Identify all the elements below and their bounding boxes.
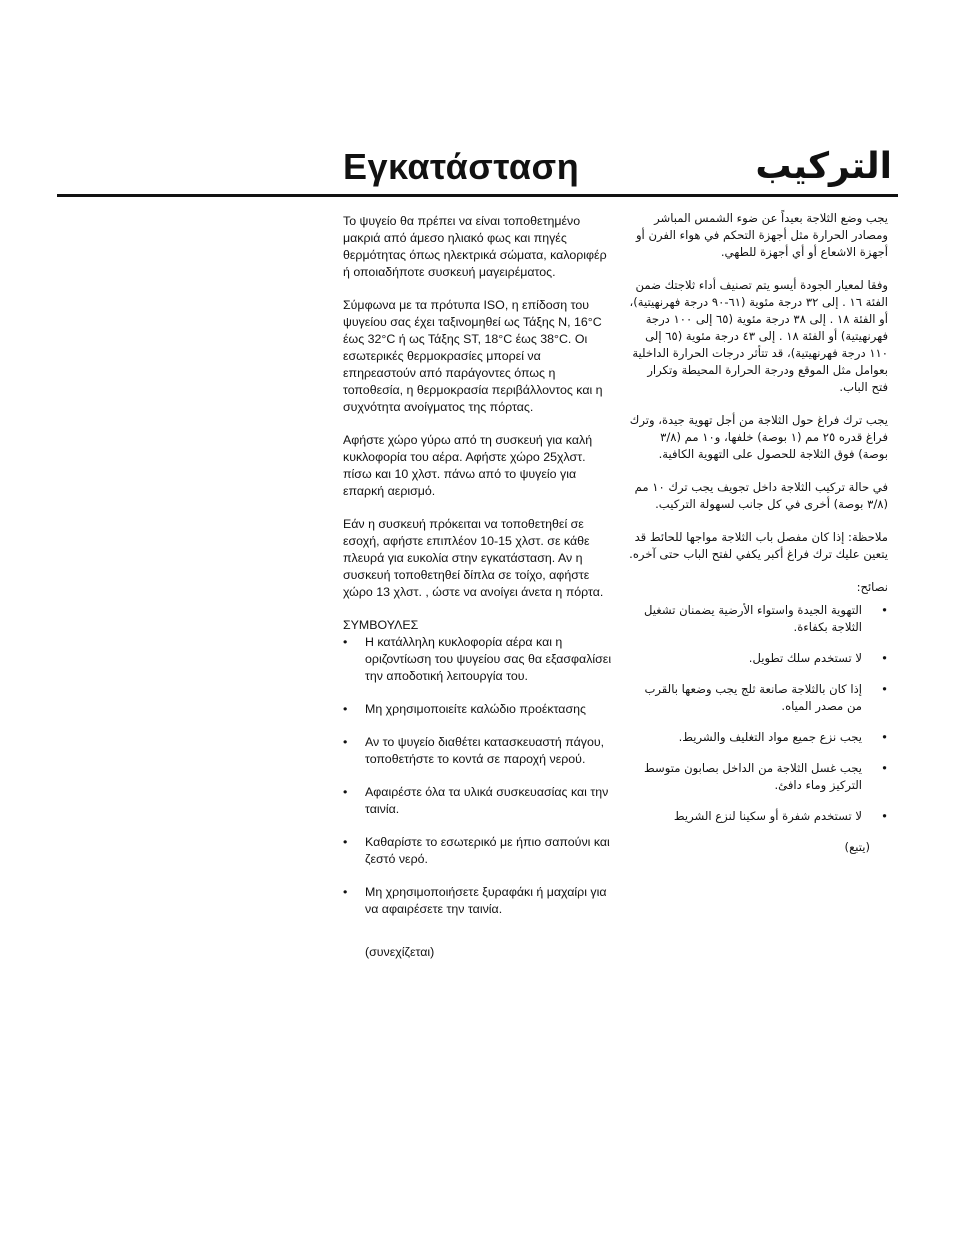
- tip-text: Μη χρησιμοποιείτε καλώδιο προέκτασης: [365, 702, 586, 716]
- list-item: [628, 760, 888, 794]
- list-item: [343, 784, 615, 818]
- greek-paragraph-clearance: Αφήστε χώρο γύρω από τη συσκευή για καλή κυκλοφορία του αέρα. Αφήστε χώρο 25χλστ. πίσω και 10 χλστ. πάνω από το ψυγείο για επαρκή αερισμό.: [343, 433, 593, 498]
- bullet-icon: •: [343, 835, 348, 849]
- greek-continued-note: (συνεχίζεται): [365, 945, 435, 959]
- greek-tips-list: [343, 634, 615, 918]
- bullet-icon: •: [881, 730, 888, 744]
- bullet-icon: •: [881, 761, 888, 775]
- list-item: [628, 602, 888, 636]
- tip-text: Μη χρησιμοποιήσετε ξυραφάκι ή μαχαίρι για να αφαιρέσετε την ταινία.: [365, 885, 607, 916]
- tip-text: لا تستخدم سلك تطويل.: [748, 651, 862, 665]
- tip-text: إذا كان بالثلاجة صانعة ثلج يجب وضعها بالقرب من مصدر المياه.: [644, 682, 862, 713]
- list-item: [628, 808, 888, 825]
- bullet-icon: •: [881, 809, 888, 823]
- arabic-column: [628, 210, 888, 856]
- list-item: [628, 650, 888, 667]
- bullet-icon: •: [343, 885, 348, 899]
- bullet-icon: •: [881, 603, 888, 617]
- list-item: [343, 834, 615, 868]
- page-title-greek: Εγκατάσταση: [343, 146, 580, 187]
- arabic-tips-heading: نصائح:: [856, 580, 888, 594]
- greek-paragraph-placement: Το ψυγείο θα πρέπει να είναι τοποθετημένο μακριά από άμεσο ηλιακό φως και πηγές θερμότητας όπως ηλεκτρικά σώματα, καλοριφέρ ή οποιαδήποτε συσκευή μαγειρέματος.: [343, 214, 607, 279]
- page-title-arabic: التركيب: [755, 146, 892, 187]
- greek-paragraph-recess: Εάν η συσκευή πρόκειται να τοποθετηθεί σε εσοχή, αφήστε επιπλέον 10-15 χλστ. σε κάθε πλευρά για ευκολία στην εγκατάσταση. Αν η συσκευή τοποθετηθεί δίπλα σε τοίχο, αφήστε χώρο 13 χλστ. , ώστε να ανοίγει άνετα η πόρτα.: [343, 517, 604, 599]
- arabic-tips-list: [628, 602, 888, 825]
- tip-text: Αφαιρέστε όλα τα υλικά συσκευασίας και την ταινία.: [365, 785, 609, 816]
- bullet-icon: •: [343, 635, 348, 649]
- list-item: [343, 884, 615, 918]
- arabic-paragraph-clearance: يجب ترك فراغ حول الثلاجة من أجل تهوية جيدة، وترك فراغ قدره ٢٥ مم (١ بوصة) خلفها، و١٠ مم (٣/٨ بوصة) فوق الثلاجة للحصول على التهوية الكافية.: [629, 413, 888, 461]
- tip-text: يجب نزع جميع مواد التغليف والشريط.: [678, 730, 862, 744]
- tip-text: Η κατάλληλη κυκλοφορία αέρα και η οριζοντίωση του ψυγείου σας θα εξασφαλίσει την αποδοτική λειτουργία του.: [365, 635, 612, 683]
- list-item: [628, 681, 888, 715]
- bullet-icon: •: [881, 682, 888, 696]
- arabic-paragraph-note: ملاحظة: إذا كان مفصل باب الثلاجة مواجها للحائط قد يتعين عليك ترك فراغ أكبر يكفي لفتح الباب حتى آخره.: [629, 530, 888, 561]
- header-divider: [57, 194, 898, 197]
- tip-text: Καθαρίστε το εσωτερικό με ήπιο σαπούνι και ζεστό νερό.: [365, 835, 610, 866]
- tip-text: التهوية الجيدة واستواء الأرضية يضمنان تشغيل الثلاجة بكفاءة.: [643, 603, 862, 634]
- tip-text: Αν το ψυγείο διαθέτει κατασκευαστή πάγου, τοποθετήστε το κοντά σε παροχή νερού.: [365, 735, 605, 766]
- greek-tips-heading: ΣΥΜΒΟΥΛΕΣ: [343, 618, 419, 632]
- greek-column: [343, 213, 615, 961]
- arabic-paragraph-placement: يجب وضع الثلاجة بعيداً عن ضوء الشمس المباشر ومصادر الحرارة مثل أجهزة التحكم في هواء الفرن أو أجهزة الاشعاع أو أي أجهزة للطهي.: [635, 211, 888, 259]
- tip-text: لا تستخدم شفرة أو سكينا لنزع الشريط: [673, 809, 862, 823]
- bullet-icon: •: [343, 702, 348, 716]
- list-item: [343, 634, 615, 685]
- arabic-paragraph-recess: في حالة تركيب الثلاجة داخل تجويف يجب ترك ١٠ مم (٣/٨ بوصة) أخرى في كل جانب لسهولة التركيب.: [634, 480, 888, 511]
- list-item: [343, 701, 615, 718]
- greek-paragraph-iso-class: Σύμφωνα με τα πρότυπα ISO, η επίδοση του ψυγείου σας έχει ταξινομηθεί ως Τάξης N, 16°C έως 32°C ή ως Τάξης ST, 18°C έως 38°C. Οι εσωτερικές θερμοκρασίες μπορεί να επηρεαστούν από παράγοντες όπως η τοποθεσία, η θερμοκρασία περιβάλλοντος και η συχνότητα ανοίγματος της πόρτας.: [343, 298, 603, 414]
- arabic-continued-note: (يتبع): [844, 840, 870, 854]
- arabic-paragraph-iso-class: وفقا لمعيار الجودة أيسو يتم تصنيف أداء ثلاجتك ضمن الفئة ١٦ . إلى ٣٢ درجة مئوية (٦١-٩٠ درجة فهرنهيتية)، أو الفئة ١٨ . إلى ٣٨ درجة مئوية (٦٥ إلى ١٠٠ درجة فهرنهيتية) أو الفئة ١٨ . إلى ٤٣ درجة مئوية (٦٥ إلى ١١٠ درجة فهرنهيتية)، قد تتأثر درجات الحرارة الداخلية بعوامل مثل الموقع ودرجة الحرارة المحيطة وتكرار فتح الباب.: [629, 278, 888, 394]
- bullet-icon: •: [343, 735, 348, 749]
- bullet-icon: •: [343, 785, 348, 799]
- tip-text: يجب غسل الثلاجة من الداخل بصابون متوسط التركيز وماء دافئ.: [644, 761, 862, 792]
- bullet-icon: •: [881, 651, 888, 665]
- list-item: [628, 729, 888, 746]
- list-item: [343, 734, 615, 768]
